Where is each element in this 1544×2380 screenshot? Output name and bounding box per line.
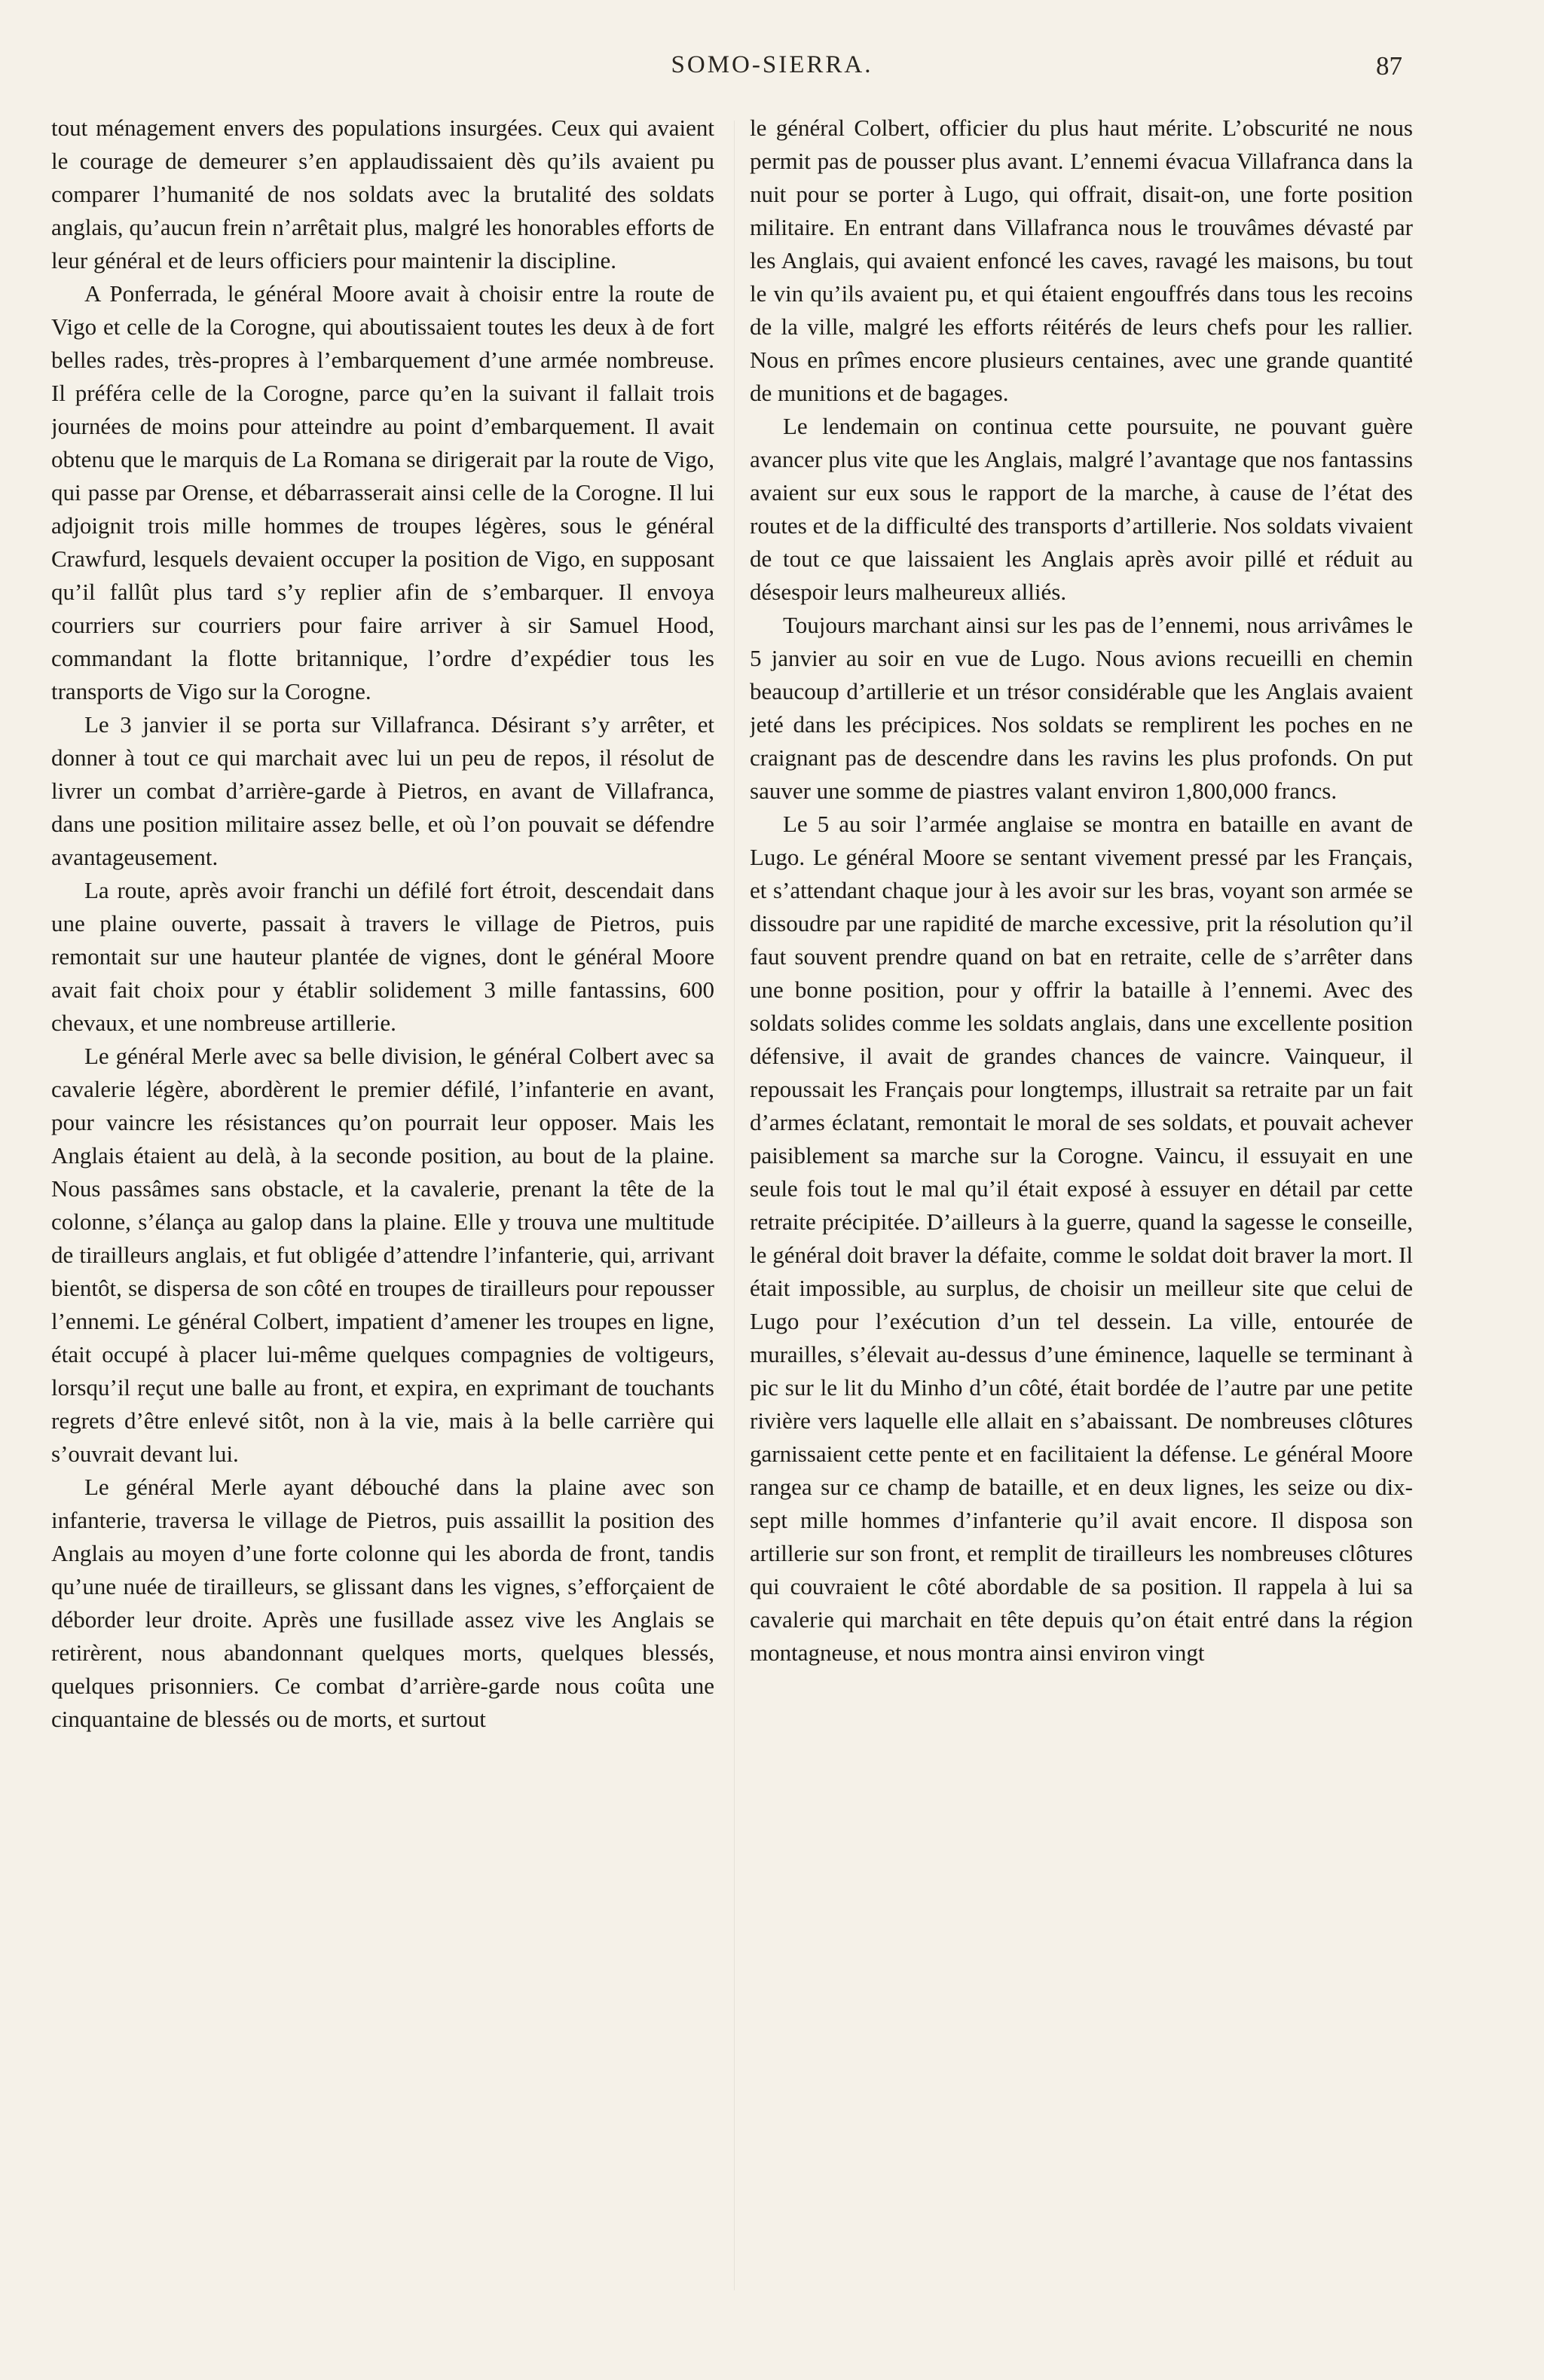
running-title: SOMO-SIERRA. [671,51,873,78]
page-number: 87 [1376,51,1402,81]
page-header [0,51,1544,96]
column-gutter [734,121,735,2290]
paragraph: La route, après avoir franchi un défilé fort étroit, descendait dans une plaine ouverte, passait à travers le village de Pietros, puis remontait sur une hauteur plantée de vignes, dont le général Moore avait fait choix pour y établir solidement 3 mille fantassins, 600 chevaux, et une nombreuse artillerie. [51,877,714,1036]
paragraph: Le lendemain on continua cette poursuite, ne pouvant guère avancer plus vite que les Anglais, malgré l’avantage que nos fantassins avaient sur eux sous le rapport de la marche, à cause de l’état des routes et de la difficulté des transports d’artillerie. Nos soldats vivaient de tout ce que laissaient les Anglais après avoir pillé et réduit au désespoir leurs malheureux alliés. [750,413,1413,605]
paragraph: Le général Merle avec sa belle division, le général Colbert avec sa cavalerie légère, abordèrent le premier défilé, l’infanterie en avant, pour vaincre les résistances qu’on pourrait leur opposer. Mais les Anglais étaient au delà, à la seconde position, au bout de la plaine. Nous passâmes sans obstacle, et la cavalerie, prenant la tête de la colonne, s’élança au galop dans la plaine. Elle y trouva une multitude de tirailleurs anglais, et fut obligée d’attendre l’infanterie, qui, arrivant bientôt, se dispersa de son côté en troupes de tirailleurs pour repousser l’ennemi. Le général Colbert, impatient d’amener les troupes en ligne, était occupé à placer lui-même quelques compagnies de voltigeurs, lorsqu’il reçut une balle au front, et expira, en exprimant de touchants regrets d’être enlevé sitôt, non à la vie, mais à la belle carrière qui s’ouvrait devant lui. [51,1043,714,1467]
paragraph: Le 3 janvier il se porta sur Villafranca. Désirant s’y arrêter, et donner à tout ce qui marchait avec lui un peu de repos, il résolut de livrer un combat d’arrière-garde à Pietros, en avant de Villafranca, dans une position militaire assez belle, et où l’on pouvait se défendre avantageusement. [51,711,714,870]
paragraph: tout ménagement envers des populations insurgées. Ceux qui avaient le courage de demeurer s’en applaudissaient dès qu’ils avaient pu comparer l’humanité de nos soldats avec la brutalité des soldats anglais, qu’aucun frein n’arrêtait plus, malgré les honorables efforts de leur général et de leurs officiers pour maintenir la discipline. [51,115,714,273]
left-column [51,112,714,2311]
paragraph: Le général Merle ayant débouché dans la plaine avec son infanterie, traversa le village de Pietros, puis assaillit la position des Anglais au moyen d’une forte colonne qui les aborda de front, tandis qu’une nuée de tirailleurs, se glissant dans les vignes, s’efforçaient de déborder leur droite. Après une fusillade assez vive les Anglais se retirèrent, nous abandonnant quelques morts, quelques blessés, quelques prisonniers. Ce combat d’arrière-garde nous coûta une cinquantaine de blessés ou de morts, et surtout [51,1474,714,1732]
paragraph: Toujours marchant ainsi sur les pas de l’ennemi, nous arrivâmes le 5 janvier au soir en vue de Lugo. Nous avions recueilli en chemin beaucoup d’artillerie et un trésor considérable que les Anglais avaient jeté dans les précipices. Nos soldats se remplirent les poches en ne craignant pas de descendre dans les ravins les plus profonds. On put sauver une somme de piastres valant environ 1,800,000 francs. [750,612,1413,804]
right-column [750,112,1413,2311]
paragraph: le général Colbert, officier du plus haut mérite. L’obscurité ne nous permit pas de pousser plus avant. L’ennemi évacua Villafranca dans la nuit pour se porter à Lugo, qui offrait, disait-on, une forte position militaire. En entrant dans Villafranca nous le trouvâmes dévasté par les Anglais, qui avaient enfoncé les caves, ravagé les maisons, bu tout le vin qu’ils avaient pu, et qui étaient engouffrés dans tous les recoins de la ville, malgré les efforts réitérés de leurs chefs pour les rallier. Nous en prîmes encore plusieurs centaines, avec une grande quantité de munitions et de bagages. [750,115,1413,406]
paragraph: Le 5 au soir l’armée anglaise se montra en bataille en avant de Lugo. Le général Moore se sentant vivement pressé par les Français, et s’attendant chaque jour à les avoir sur les bras, voyant son armée se dissoudre par une rapidité de marche excessive, prit la résolution qu’il faut souvent prendre quand on bat en retraite, celle de s’arrêter dans une bonne position, pour y offrir la bataille à l’ennemi. Avec des soldats solides comme les soldats anglais, dans une excellente position défensive, il avait de grandes chances de vaincre. Vainqueur, il repoussait les Français pour longtemps, illustrait sa retraite par un fait d’armes éclatant, remontait le moral de ses soldats, et pouvait achever paisiblement sa marche sur la Corogne. Vaincu, il essuyait en une seule fois tout le mal qu’il était exposé à essuyer en détail par cette retraite précipitée. D’ailleurs à la guerre, quand la sagesse le conseille, le général doit braver la défaite, comme le soldat doit braver la mort. Il était impossible, au surplus, de choisir un meilleur site que celui de Lugo pour l’exécution d’un tel dessein. La ville, entourée de murailles, s’élevait au-dessus d’une éminence, laquelle se terminant à pic sur le lit du Minho d’un côté, était bordée de l’autre par une petite rivière vers laquelle elle allait en s’abaissant. De nombreuses clôtures garnissaient cette pente et en facilitaient la défense. Le général Moore rangea sur ce champ de bataille, et en deux lignes, les seize ou dix-sept mille hommes d’infanterie qu’il avait encore. Il disposa son artillerie sur son front, et remplit de tirailleurs les nombreuses clôtures qui couvraient le côté abordable de sa position. Il rappela à lui sa cavalerie qui marchait en tête depuis qu’on était entré dans la région montagneuse, et nous montra ainsi environ vingt [750,811,1413,1666]
paragraph: A Ponferrada, le général Moore avait à choisir entre la route de Vigo et celle de la Corogne, qui aboutissaient toutes les deux à de fort belles rades, très-propres à l’embarquement d’une armée nombreuse. Il préféra celle de la Corogne, parce qu’en la suivant il fallait trois journées de moins pour atteindre au point d’embarquement. Il avait obtenu que le marquis de La Romana se dirigerait par la route de Vigo, qui passe par Orense, et débarrasserait ainsi celle de la Corogne. Il lui adjoignit trois mille hommes de troupes légères, sous le général Crawfurd, lesquels devaient occuper la position de Vigo, en supposant qu’il fallût plus tard s’y replier afin de s’embarquer. Il envoya courriers sur courriers pour faire arriver à sir Samuel Hood, commandant la flotte britannique, l’ordre d’expédier tous les transports de Vigo sur la Corogne. [51,280,714,704]
